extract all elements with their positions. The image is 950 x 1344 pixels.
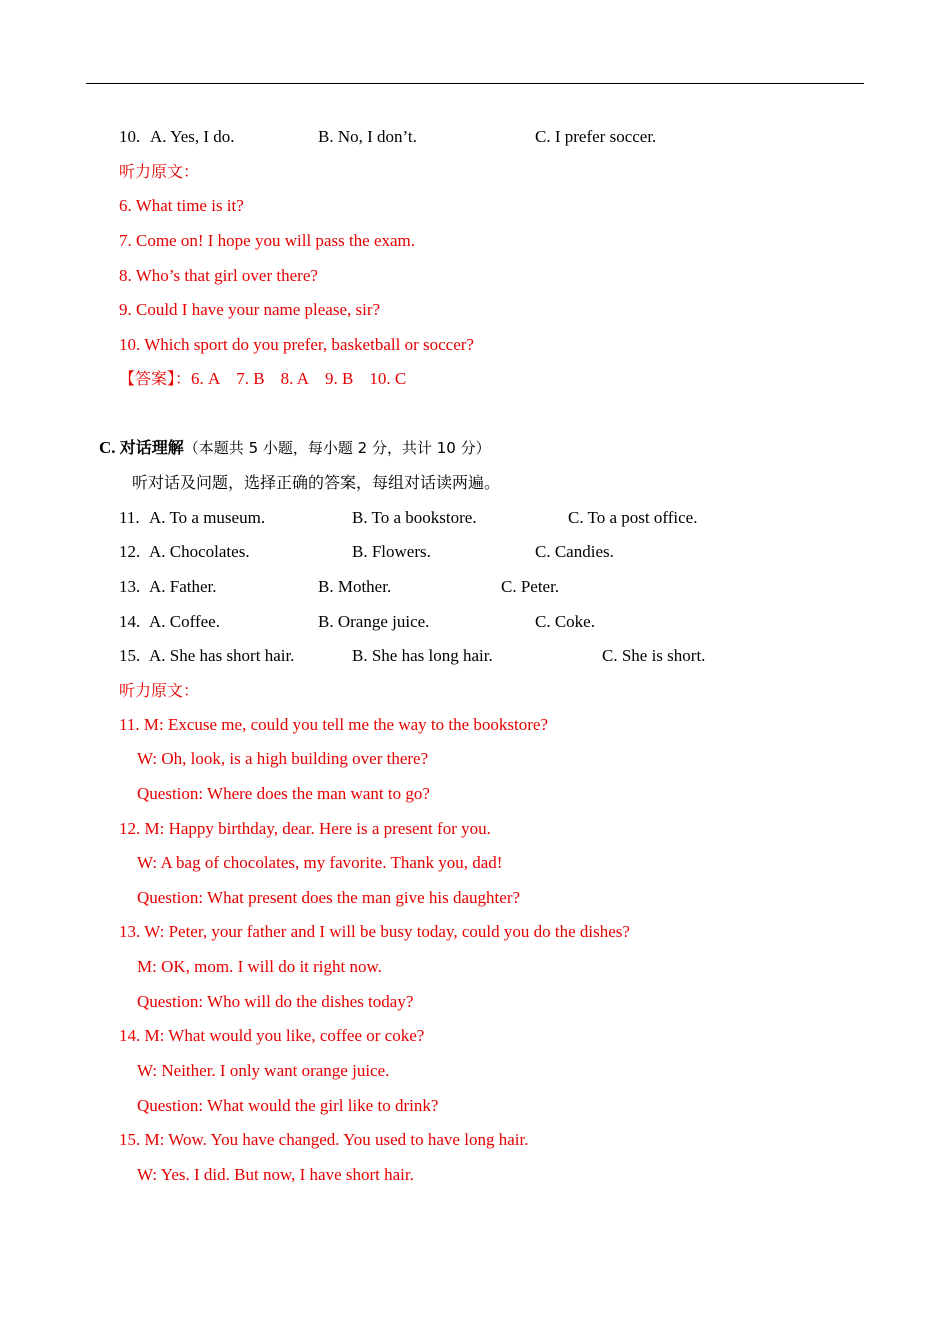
dialogue-line: W: Oh, look, is a high building over there? — [137, 749, 429, 768]
dialogue-line: 12. M: Happy birthday, dear. Here is a present for you. — [119, 819, 491, 838]
dialogue-line: 11. M: Excuse me, could you tell me the way to the bookstore? — [119, 715, 548, 734]
question-11 — [0, 507, 950, 529]
dialogue-line: 13. W: Peter, your father and I will be busy today, could you do the dishes? — [119, 922, 630, 941]
option-a: A. Coffee. — [149, 612, 220, 631]
section-instruction: 听对话及问题，选择正确的答案，每组对话读两遍。 — [132, 473, 501, 492]
option-c: C. Candies. — [535, 542, 614, 561]
transcript-line: 9. Could I have your name please, sir? — [119, 300, 381, 319]
section-letter: C. — [99, 438, 116, 457]
option-c: C. Peter. — [501, 577, 560, 596]
option-c: C. I prefer soccer. — [535, 127, 657, 146]
question-number: 10. — [119, 127, 141, 146]
dialogue-line: 15. M: Wow. You have changed. You used to have long hair. — [119, 1130, 529, 1149]
option-a: A. Yes, I do. — [150, 127, 235, 146]
section-title: 对话理解 — [119, 438, 184, 457]
dialogue-line: W: A bag of chocolates, my favorite. Thank you, dad! — [137, 853, 503, 872]
section-note: （本题共 5 小题，每小题 2 分，共计 10 分） — [183, 439, 491, 457]
question-number: 13. — [119, 577, 141, 596]
option-b: B. No, I don’t. — [318, 127, 417, 146]
transcript-line: 6. What time is it? — [119, 196, 244, 215]
question-15 — [0, 645, 950, 667]
dialogue-line: 14. M: What would you like, coffee or coke? — [119, 1026, 425, 1045]
header-rule — [86, 83, 864, 84]
option-a: A. To a museum. — [149, 508, 266, 527]
dialogue-question: Question: What would the girl like to drink? — [137, 1096, 439, 1115]
answer-item: 6. A — [191, 369, 221, 388]
option-c: C. She is short. — [602, 646, 706, 665]
transcript-line: 10. Which sport do you prefer, basketball or soccer? — [119, 335, 474, 354]
option-b: B. To a bookstore. — [352, 508, 477, 527]
option-a: A. Father. — [149, 577, 217, 596]
dialogue-line: W: Neither. I only want orange juice. — [137, 1061, 390, 1080]
option-c: C. To a post office. — [568, 508, 698, 527]
question-14 — [0, 611, 950, 633]
dialogue-question: Question: What present does the man give his daughter? — [137, 888, 521, 907]
question-10 — [0, 126, 950, 148]
option-b: B. Mother. — [318, 577, 392, 596]
answer-label: 【答案】： — [119, 369, 192, 388]
dialogue-line: W: Yes. I did. But now, I have short hair. — [137, 1165, 414, 1184]
question-number: 11. — [119, 508, 140, 527]
question-number: 14. — [119, 612, 141, 631]
answer-item: 10. C — [369, 369, 407, 388]
dialogue-line: M: OK, mom. I will do it right now. — [137, 957, 382, 976]
transcript-line: 7. Come on! I hope you will pass the exam. — [119, 231, 416, 250]
option-a: A. She has short hair. — [149, 646, 295, 665]
answer-item: 8. A — [280, 369, 309, 388]
listening-transcript-label: 听力原文： — [119, 681, 200, 700]
answer-item: 9. B — [324, 369, 354, 388]
option-b: B. She has long hair. — [352, 646, 493, 665]
transcript-line: 8. Who’s that girl over there? — [119, 266, 318, 285]
answer-item: 7. B — [236, 369, 265, 388]
listening-transcript-label: 听力原文： — [119, 162, 200, 181]
dialogue-question: Question: Where does the man want to go? — [137, 784, 430, 803]
option-c: C. Coke. — [535, 612, 595, 631]
option-a: A. Chocolates. — [149, 542, 250, 561]
answer-key — [119, 368, 406, 390]
question-13 — [0, 576, 950, 598]
option-b: B. Orange juice. — [318, 612, 430, 631]
section-heading — [99, 437, 491, 459]
option-b: B. Flowers. — [352, 542, 431, 561]
question-number: 12. — [119, 542, 141, 561]
question-12 — [0, 541, 950, 563]
dialogue-question: Question: Who will do the dishes today? — [137, 992, 414, 1011]
question-number: 15. — [119, 646, 141, 665]
